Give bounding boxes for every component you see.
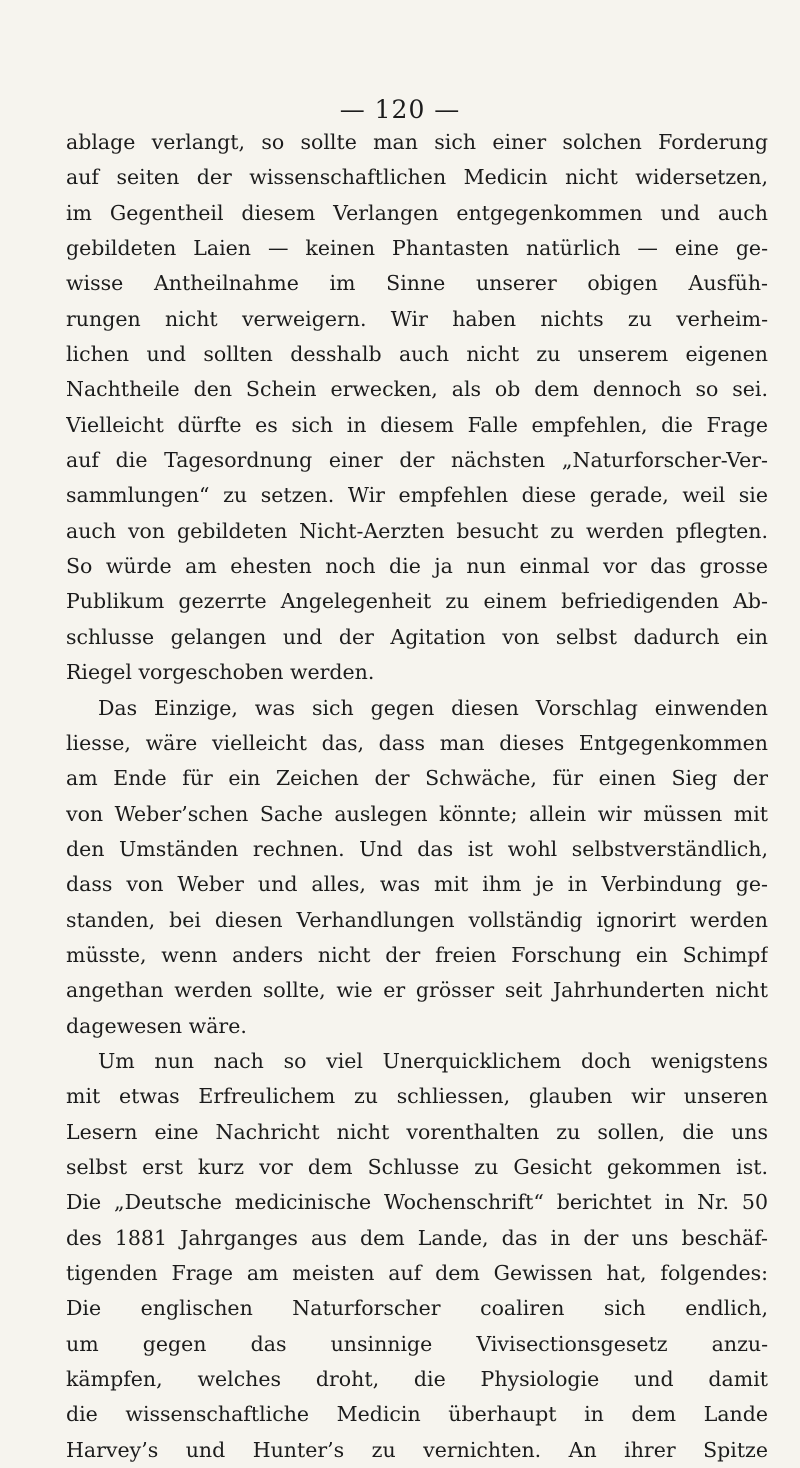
text-line: tigenden Frage am meisten auf dem Gewissen hat, folgendes: — [66, 1261, 768, 1285]
text-line: ablage verlangt, so sollte man sich einer solchen Forderung — [66, 130, 768, 154]
text-line: dass von Weber und alles, was mit ihm je in Verbindung ge- — [66, 872, 768, 897]
text-line: Nachtheile den Schein erwecken, als ob dem dennoch so sei. — [66, 377, 768, 402]
text-line: die wissenschaftliche Medicin überhaupt in dem Lande — [66, 1402, 768, 1427]
text-line: mit etwas Erfreulichem zu schliessen, glauben wir unseren — [66, 1084, 768, 1109]
text-line: von Weber’schen Sache auslegen könnte; allein wir müssen mit — [66, 801, 768, 826]
text-line: Harvey’s und Hunter’s zu vernichten. An ihrer Spitze — [66, 1437, 768, 1462]
page-number: — 120 — — [339, 95, 461, 124]
text-line: auch von gebildeten Nicht-Aerzten besucht zu werden pflegten. — [66, 518, 768, 543]
text-line: kämpfen, welches droht, die Physiologie und damit — [66, 1367, 768, 1392]
text-line: So würde am ehesten noch die ja nun einmal vor das grosse — [66, 554, 768, 579]
text-line: Das Einzige, was sich gegen diesen Vorschlag einwenden — [98, 695, 768, 720]
text-line: Publikum gezerrte Angelegenheit zu einem befriedigenden Ab- — [66, 589, 768, 614]
text-line: standen, bei diesen Verhandlungen vollständig ignorirt werden — [66, 907, 768, 932]
text-line: Riegel vorgeschoben werden. — [66, 660, 375, 685]
text-line: Vielleicht dürfte es sich in diesem Falle empfehlen, die Frage — [66, 412, 768, 437]
text-line: sammlungen“ zu setzen. Wir empfehlen diese gerade, weil sie — [66, 483, 768, 508]
text-line: im Gegentheil diesem Verlangen entgegenkommen und auch — [66, 200, 768, 225]
text-line: den Umständen rechnen. Und das ist wohl selbstverständlich, — [66, 836, 768, 861]
text-line: auf die Tagesordnung einer der nächsten „Naturforscher-Ver- — [66, 448, 768, 473]
text-line: Die englischen Naturforscher coaliren sich endlich, — [66, 1296, 768, 1321]
text-line: auf seiten der wissenschaftlichen Medicin nicht widersetzen, — [66, 165, 768, 190]
text-line: schlusse gelangen und der Agitation von selbst dadurch ein — [66, 624, 768, 649]
text-line: angethan werden sollte, wie er grösser seit Jahrhunderten nicht — [66, 978, 768, 1003]
text-line: am Ende für ein Zeichen der Schwäche, für einen Sieg der — [66, 766, 768, 791]
text-line: dagewesen wäre. — [66, 1013, 247, 1038]
text-line: des 1881 Jahrganges aus dem Lande, das in der uns beschäf- — [66, 1225, 768, 1250]
text-line: selbst erst kurz vor dem Schlusse zu Gesicht gekommen ist. — [66, 1154, 768, 1179]
text-line: Lesern eine Nachricht nicht vorenthalten zu sollen, die uns — [66, 1119, 768, 1144]
text-line: müsste, wenn anders nicht der freien Forschung ein Schimpf — [66, 942, 768, 967]
text-line: Um nun nach so viel Unerquicklichem doch wenigstens — [98, 1048, 768, 1073]
text-line: liesse, wäre vielleicht das, dass man dieses Entgegenkommen — [66, 730, 768, 755]
body-text — [66, 125, 768, 1468]
text-line: wisse Antheilnahme im Sinne unserer obigen Ausfüh- — [66, 271, 768, 296]
text-line: gebildeten Laien — keinen Phantasten natürlich — eine ge- — [66, 236, 768, 261]
text-line: um gegen das unsinnige Vivisectionsgesetz anzu- — [66, 1331, 768, 1356]
text-line: Die „Deutsche medicinische Wochenschrift“ berichtet in Nr. 50 — [66, 1190, 768, 1215]
text-line: lichen und sollten desshalb auch nicht zu unserem eigenen — [66, 342, 768, 367]
text-line: rungen nicht verweigern. Wir haben nichts zu verheim- — [66, 306, 768, 331]
